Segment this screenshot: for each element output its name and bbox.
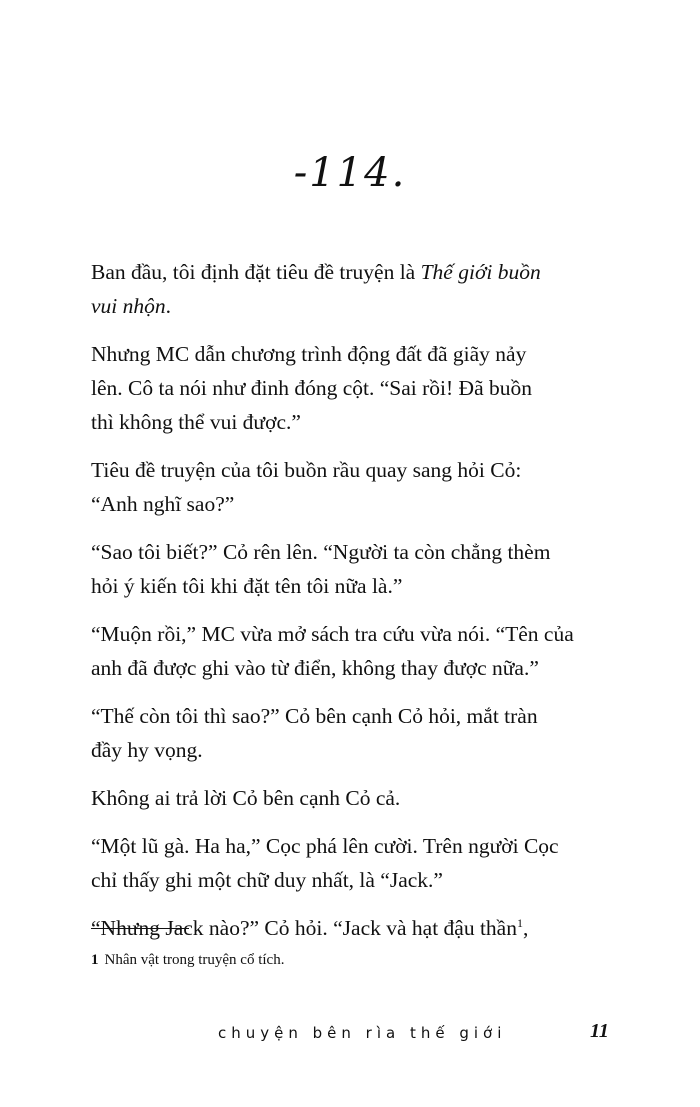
text-line: “Nhưng Jack nào?” Cỏ hỏi. “Jack và hạt đậu thần$^1$, bbox=[91, 915, 529, 940]
footnote bbox=[91, 952, 284, 969]
text-line: “Anh nghĩ sao?” bbox=[91, 492, 235, 516]
text-line: chỉ thấy ghi một chữ duy nhất, là “Jack.” bbox=[91, 868, 443, 892]
footnote-reference[interactable]: 1 bbox=[516, 915, 523, 930]
text-line: Không ai trả lời Cỏ bên cạnh Cỏ cả. bbox=[91, 786, 401, 810]
paragraph bbox=[91, 255, 621, 323]
paragraph bbox=[91, 699, 621, 767]
footnote-divider bbox=[91, 928, 189, 929]
text-line: Ban đầu, tôi định đặt tiêu đề truyện là Thế giới buồn bbox=[91, 260, 541, 284]
italic-title: Thế giới buồn bbox=[420, 260, 541, 284]
paragraph bbox=[91, 337, 621, 439]
text-line: “Sao tôi biết?” Cỏ rên lên. “Người ta còn chẳng thèm bbox=[91, 540, 551, 564]
footnote-text: Nhân vật trong truyện cổ tích. bbox=[104, 952, 285, 968]
text-line: “Muộn rồi,” MC vừa mở sách tra cứu vừa nói. “Tên của bbox=[91, 622, 574, 646]
paragraph bbox=[91, 535, 621, 603]
paragraph bbox=[91, 829, 621, 897]
paragraph bbox=[91, 453, 621, 521]
body-text bbox=[91, 255, 621, 959]
text-line: “Một lũ gà. Ha ha,” Cọc phá lên cười. Trên người Cọc bbox=[91, 834, 559, 858]
chapter-number: -114. bbox=[293, 150, 407, 196]
text-line: vui nhộn. bbox=[91, 294, 172, 318]
footnote-number: 1 bbox=[91, 952, 99, 968]
text-line: hỏi ý kiến tôi khi đặt tên tôi nữa là.” bbox=[91, 574, 403, 598]
paragraph bbox=[91, 781, 621, 815]
running-title: chuyện bên rìa thế giới bbox=[218, 1024, 507, 1042]
text-line: anh đã được ghi vào từ điển, không thay được nữa.” bbox=[91, 656, 539, 680]
page-number: 11 bbox=[590, 1020, 609, 1042]
text-line: lên. Cô ta nói như đinh đóng cột. “Sai rồi! Đã buồn bbox=[91, 376, 532, 400]
italic-title: vui nhộn bbox=[91, 294, 166, 318]
text-line: Tiêu đề truyện của tôi buồn rầu quay sang hỏi Cỏ: bbox=[91, 458, 522, 482]
text-line: đầy hy vọng. bbox=[91, 738, 203, 762]
paragraph bbox=[91, 617, 621, 685]
text-line: thì không thể vui được.” bbox=[91, 410, 301, 434]
text-line: Nhưng MC dẫn chương trình động đất đã giãy nảy bbox=[91, 342, 527, 366]
text-line: “Thế còn tôi thì sao?” Cỏ bên cạnh Cỏ hỏi, mắt tràn bbox=[91, 704, 538, 728]
